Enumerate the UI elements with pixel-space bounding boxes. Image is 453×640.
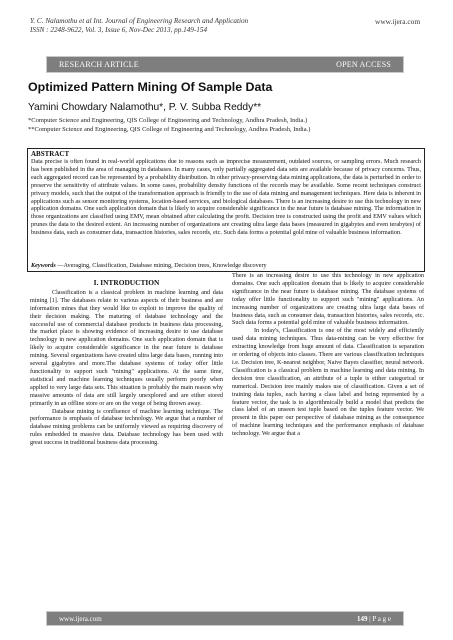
- abstract-box: [27, 148, 425, 272]
- keywords-line: [31, 262, 421, 269]
- right-paragraph-1: There is an increasing desire to use this technology in new application domains. One such application domain that is likely to acquire considerable significance in the near future is database mining. The database systems of today offer little functionality to support such "mining" applications. An increasing number of organizations are creating ultra large data bases of business data, such as consumer data, transaction histories, sales records, etc. Such data forms a potential gold mine of valuable business information.: [232, 273, 424, 327]
- article-type-banner: [47, 57, 403, 72]
- paper-title: Optimized Pattern Mining Of Sample Data: [28, 80, 273, 94]
- journal-website[interactable]: www.ijera.com: [375, 17, 421, 26]
- left-column: [30, 273, 223, 448]
- journal-citation: Y. C. Nalamothu et al Int. Journal of Engineering Research and Application: [30, 17, 249, 25]
- author-list: Yamini Chowdary Nalamothu*, P. V. Subba Reddy**: [28, 102, 262, 113]
- footer-website[interactable]: www.ijera.com: [59, 614, 102, 623]
- right-paragraph-2: In today's, Classification is one of the most widely and efficiently used data mining techniques. Thus data-mining can be very effective for extracting knowledge from huge amount of data. Classification is separation or ordering of objects into classes. There are various classification techniques i.e. Decision tree, K-nearest neighbor, Naive Bayes classifier, neural network. Classification is a classical problem in machine learning and data mining. In decision tree classification, an attribute of a tuple is either categorical or numerical. Decision tree mainly makes use of classification. Given a set of training data tuples, each having a class label and being represented by a feature vector, the task is to algorithmically build a model that predicts the class label of an unseen test tuple based on the tuples feature vector. We present in this paper our perspective of database mining as the consequence of machine learning techniques and the performance emphasis of database technology. We argue that a: [232, 328, 424, 438]
- abstract-heading: ABSTRACT: [31, 150, 70, 158]
- affiliation-1: *Computer Science and Engineering, QIS College of Engineering and Technology, Andhra Pradesh, India.): [28, 117, 308, 124]
- page-number-value: 149: [357, 614, 368, 623]
- research-article-label: RESEARCH ARTICLE: [59, 60, 139, 69]
- issn-line: ISSN : 2248-9622, Vol. 3, Issue 6, Nov-Dec 2013, pp.149-154: [30, 26, 208, 34]
- abstract-text: Data precise is often found in real-world applications due to reasons such as imprecise measurement, outdated sources, or sampling errors. Much research has been published in the area of managing in databases. In many cases, only partially aggregated data sets are available because of privacy concerns. Thus, each aggregated record can be represented by a probability distribution. In other privacy-preserving data mining applications, the data is perturbed in order to preserve the sensitivity of attribute values. In some cases, probability density functions of the records may be available. Some recent techniques construct privacy models, such that the output of the transformation approach is friendly to the use of data mining and management techniques. Here data is inherent in applications such as sensor monitoring systems, location-based services, and biological databases. There is an increasing desire to use this technology in new application domains. One such application domain that is likely to acquire considerable significance in the near future is database mining. The information in those organizations are classified using EMV, mean obtained after calculating the profit. Decision tree is constructed using the profit and EMV values which prunes the data to the desired extent. An increasing number of organizations are creating ultra large data bases (measured in gigabytes and even terabytes) of business data, such as consumer data, transaction histories, sales records, etc. Such data forms a potential gold mine of valuable business information.: [31, 158, 421, 237]
- keywords-label: Keywords: [31, 262, 56, 269]
- page-footer: [47, 612, 403, 625]
- affiliation-2: **Computer Science and Engineering, QIS College of Engineering and Technology, Andhra Pradesh, India.): [28, 126, 311, 133]
- right-column: [232, 273, 424, 439]
- intro-paragraph-2: Database mining is confluence of machine learning technique. The performance is emphasis of database technology. We argue that a number of database mining problems can be uniformly viewed as requiring discovery of rules embedded in massive data. Database technology has been used with great success in traditional business data processing.: [30, 408, 223, 447]
- keywords-text: —Averaging, Classification, Database mining, Decision trees, Knowledge discovery: [55, 262, 267, 269]
- open-access-label: OPEN ACCESS: [336, 60, 391, 69]
- page-number-suffix: | P a g e: [367, 614, 391, 623]
- intro-paragraph-1: Classification is a classical problem in machine learning and data mining [1]. The databases relate to various aspects of their business and are information mines that they would like to exploit to improve the quality of their decision making. The maturing of database technology and the successful use of commercial database products in business data processing, the market place is showing evidence of increasing desire to use database technology in new application domains. One such application domain that is likely to acquire considerable significance in the near future is database mining. Several organizations have created ultra large data bases, running into several gigabytes and more.The database systems of today offer little functionality to support such "mining" applications. At the same time, statistical and machine learning techniques usually perform poorly when applied to very large data sets. This situation is probably the main reason why massive amounts of data are still largely unexplored and are either stored primarily in an offline store or are on the verge of being thrown away.: [30, 289, 223, 407]
- section-heading-introduction: I. INTRODUCTION: [93, 278, 160, 287]
- page-number: [357, 615, 391, 623]
